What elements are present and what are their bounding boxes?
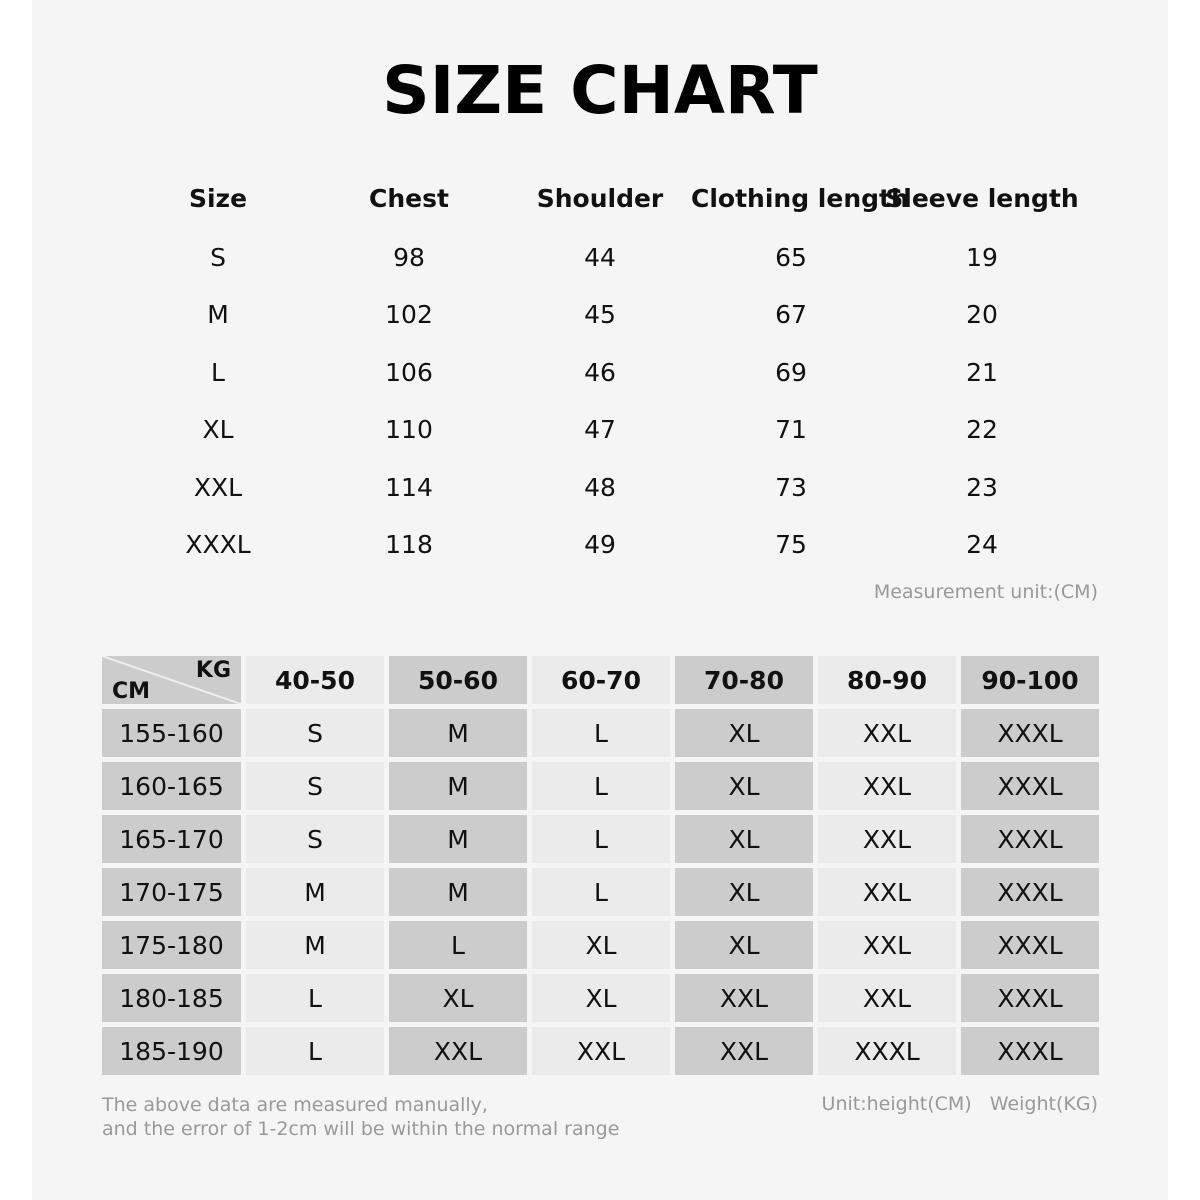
size-table-cell: 65 (775, 243, 807, 272)
size-cell: M (389, 815, 527, 863)
size-table-row (0, 243, 1200, 283)
size-table-header-cell: Size (188, 184, 248, 213)
size-cell: L (532, 762, 670, 810)
weight-header-cell: 80-90 (818, 656, 956, 704)
size-cell: M (389, 762, 527, 810)
weight-header-cell: 60-70 (532, 656, 670, 704)
size-cell: L (532, 815, 670, 863)
size-cell: XL (675, 868, 813, 916)
size-table-cell: 102 (385, 300, 433, 329)
size-table-cell: 98 (393, 243, 425, 272)
size-table-row (0, 530, 1200, 570)
size-table-cell: 19 (966, 243, 998, 272)
footer-note-line1: The above data are measured manually, (102, 1094, 488, 1116)
size-cell: M (389, 709, 527, 757)
size-cell: XXL (818, 709, 956, 757)
size-table-cell: 106 (385, 358, 433, 387)
footer-unit-text: Unit:height(CM) Weight(KG) (821, 1093, 1098, 1115)
footer-note-line2: and the error of 1-2cm will be within the normal range (102, 1118, 620, 1140)
height-range-cell: 160-165 (102, 762, 241, 810)
size-cell: S (246, 762, 384, 810)
corner-cm-label: CM (112, 679, 151, 704)
grid-corner-cell (102, 656, 241, 704)
size-cell: XXL (675, 1027, 813, 1075)
size-cell: L (389, 921, 527, 969)
size-cell: XXL (532, 1027, 670, 1075)
height-range-cell: 165-170 (102, 815, 241, 863)
size-cell: XL (389, 974, 527, 1022)
size-cell: S (246, 709, 384, 757)
size-table-cell: XXL (193, 473, 243, 502)
size-cell: XXXL (961, 921, 1099, 969)
size-cell: XXXL (961, 709, 1099, 757)
height-range-cell: 185-190 (102, 1027, 241, 1075)
size-table-cell: XXXL (185, 530, 251, 559)
height-weight-grid (102, 656, 1099, 1075)
size-table-cell: 118 (385, 530, 433, 559)
size-cell: M (389, 868, 527, 916)
height-range-cell: 170-175 (102, 868, 241, 916)
footer-note (102, 1093, 619, 1141)
size-table-cell: 73 (775, 473, 807, 502)
size-cell: XXL (675, 974, 813, 1022)
size-table-cell: 75 (775, 530, 807, 559)
size-cell: XL (675, 921, 813, 969)
size-cell: M (246, 921, 384, 969)
size-table-cell: 114 (385, 473, 433, 502)
corner-kg-label: KG (195, 658, 231, 683)
size-cell: XXL (818, 815, 956, 863)
measurement-unit-note: Measurement unit:(CM) (873, 581, 1098, 603)
size-table-row (0, 358, 1200, 398)
size-table-cell: 23 (966, 473, 998, 502)
size-table-cell: 22 (966, 415, 998, 444)
size-table-cell: 48 (584, 473, 616, 502)
size-table-cell: 44 (584, 243, 616, 272)
size-cell: XXXL (961, 868, 1099, 916)
size-table-header-cell: Sleeve length (885, 184, 1079, 213)
size-cell: XL (675, 709, 813, 757)
size-table-header-row (0, 184, 1200, 224)
size-cell: XL (675, 815, 813, 863)
size-table-header-cell: Shoulder (536, 184, 664, 213)
size-cell: L (246, 1027, 384, 1075)
size-cell: L (532, 868, 670, 916)
size-table-cell: 47 (584, 415, 616, 444)
size-table-cell: 49 (584, 530, 616, 559)
size-cell: L (246, 974, 384, 1022)
size-table-cell: M (207, 300, 229, 329)
weight-header-cell: 40-50 (246, 656, 384, 704)
size-table-cell: 45 (584, 300, 616, 329)
size-table-cell: 21 (966, 358, 998, 387)
size-cell: XXXL (961, 974, 1099, 1022)
size-cell: XXL (818, 921, 956, 969)
size-table-row (0, 300, 1200, 340)
size-cell: XXL (818, 762, 956, 810)
size-cell: XXL (818, 868, 956, 916)
page-title: SIZE CHART (382, 52, 818, 129)
size-cell: XXL (818, 974, 956, 1022)
size-table-cell: 69 (775, 358, 807, 387)
size-cell: L (532, 709, 670, 757)
size-cell: M (246, 868, 384, 916)
size-cell: XXXL (961, 762, 1099, 810)
size-cell: XL (532, 921, 670, 969)
size-cell: S (246, 815, 384, 863)
height-range-cell: 155-160 (102, 709, 241, 757)
weight-header-cell: 70-80 (675, 656, 813, 704)
size-cell: XL (532, 974, 670, 1022)
height-range-cell: 175-180 (102, 921, 241, 969)
size-cell: XXXL (818, 1027, 956, 1075)
size-table-cell: 46 (584, 358, 616, 387)
weight-header-cell: 50-60 (389, 656, 527, 704)
size-table-cell: 24 (966, 530, 998, 559)
size-table-row (0, 473, 1200, 513)
size-cell: XXXL (961, 1027, 1099, 1075)
size-table-row (0, 415, 1200, 455)
size-table-header-cell: Chest (369, 184, 449, 213)
size-table-cell: 20 (966, 300, 998, 329)
size-table-cell: S (210, 243, 226, 272)
size-cell: XXXL (961, 815, 1099, 863)
size-table-cell: 71 (775, 415, 807, 444)
size-table-cell: L (211, 358, 225, 387)
size-cell: XL (675, 762, 813, 810)
weight-header-cell: 90-100 (961, 656, 1099, 704)
size-table-cell: 67 (775, 300, 807, 329)
height-range-cell: 180-185 (102, 974, 241, 1022)
size-table-header-cell: Clothing length (691, 184, 909, 213)
size-table-cell: XL (202, 415, 234, 444)
size-table-cell: 110 (385, 415, 433, 444)
size-cell: XXL (389, 1027, 527, 1075)
